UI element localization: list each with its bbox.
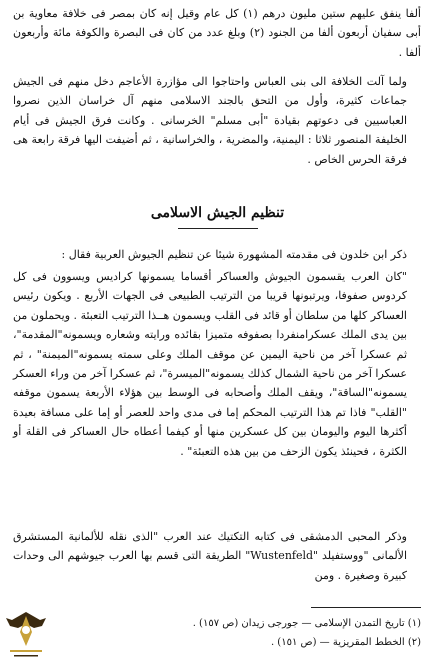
watermark-logo <box>4 606 48 662</box>
winged-emblem-icon <box>4 606 48 662</box>
paragraph-abbasid-army <box>13 72 421 169</box>
footnote-separator <box>311 607 421 608</box>
paragraph-text: ولما آلت الخلافة الى بنى العباس واحتاجوا الى مؤازرة الأعاجم دخل منهم فى الجيش جماعات كثيرة، وأول من التحق بالجند الاسلامى منهم آل خراسان الذين نصروا العباسيين فى دعوتهم بقيادة "أبى مسلم" الخرسانى . وكانت فرق الجيش فى أيام الخليفة المنصور ثلاثا : اليمنية، والمضرية ، والخراسانية ، ثم أضيفت اليها فرقة رابعة هى فرقة الحرس الخاص . <box>13 75 407 166</box>
footnote-2: (٢) الخطط المقريزية — (ص ١٥١) . <box>270 637 421 648</box>
paragraph-text: ألفا ينفق عليهم ستين مليون درهم (١) كل عام وقيل إنه كان بمصر فى خلافة معاوية بن أبى سفيان أربعون ألفا من الجنود (٢) وبلغ عدد من كان فى البصرة والكوفة مائة وأربعون ألفا . <box>13 7 421 59</box>
paragraph-text: وذكر المحبى الدمشقى فى كتابه التكتيك عند العرب "الذى نقله للألمانية المستشرق الألمانى "ووستفيلد "Wustenfeld" الطريقة التى قسم بها العرب جيوشهم الى وحدات كبيرة وصغيرة . ومن <box>13 530 408 582</box>
section-heading: تنظيم الجيش الاسلامى <box>150 205 285 221</box>
heading-underline <box>178 228 258 229</box>
footnote-1: (١) تاريخ التمدن الإسلامى — جورجى زيدان (ص ١٥٧) . <box>192 618 421 629</box>
quotation-block <box>13 267 421 461</box>
paragraph-ibn-khaldun-intro <box>13 245 421 264</box>
paragraph-text: ذكر ابن خلدون فى مقدمته المشهورة شيئا عن تنظيم الجيوش العربية فقال : <box>61 248 407 261</box>
quotation-text: "كان العرب يقسمون الجيوش والعساكر أقساما يسمونها كراديس ويسوون فى كل كردوس صفوفا، ويرتبونها قريبا من الترتيب الطبيعى فى الجهات الأربع . ويكون رئيس العساكر كلها من سلطان أو قائد فى القلب ويسمون هــذا الترتيب التعبئة . ويحملون من بين يدى الملك عسكرامنفردا بصفوفه متميزا بقائده ورايته وشعاره ويسمونه"المقدمة"، ثم عسكرا آخر من ناحية اليمين عن موقف الملك وعلى سمته يسمونه"الميمنة" ، ثم عسكرا آخر من ناحية الشمال كذلك يسمونه"الميسرة"، ثم عسكرا آخر من وراء العسكر يسمونه"الساقة"، ويقف الملك وأصحابه فى الوسط بين هؤلاء الأربعة يسمون موقفه "القلب" فاذا تم هذا الترتيب المحكم إما فى مدى واحد للعصر أو إما على مسافة بعيدة أكثرها اليوم واليومان بين كل عسكرين منها أو كيفما أعطاه حال العساكر فى القلة أو الكثرة ، فحينئذ يكون الزحف من بين هذه التعبئة" . <box>13 270 407 458</box>
paragraph-muhibbi <box>13 527 421 585</box>
paragraph-continuation <box>13 4 421 62</box>
footnotes <box>121 614 421 652</box>
